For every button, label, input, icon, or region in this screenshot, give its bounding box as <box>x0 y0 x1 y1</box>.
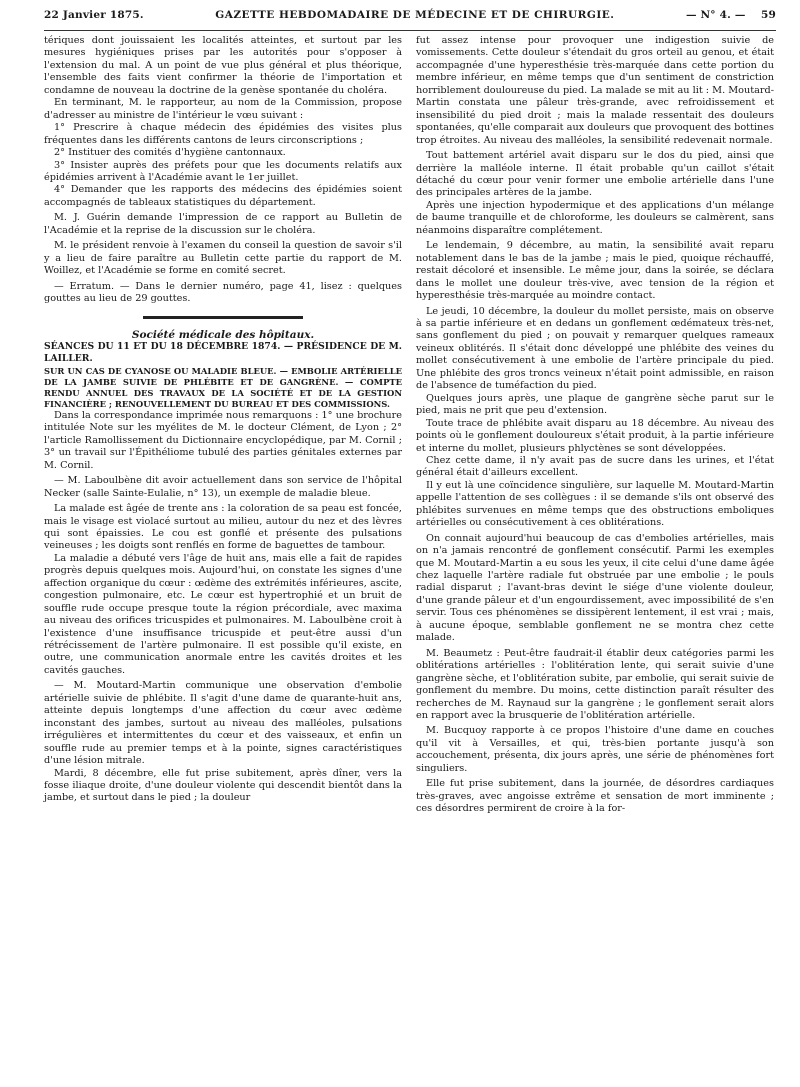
header-date: 22 Janvier 1875. <box>44 9 144 21</box>
paragraph: Toute trace de phlébite avait disparu au 18 décembre. Au niveau des points où le gonflement douloureux s'était produit, à la partie inférieure et interne du mollet, plusieurs phlyctènes se sont développées. <box>416 417 774 454</box>
paragraph: Mardi, 8 décembre, elle fut prise subitement, après dîner, vers la fosse iliaque droite, d'une douleur violente qui descendit bientôt dans la jambe, et surtout dans le pied ; la douleur <box>44 767 402 804</box>
paragraph: 1° Prescrire à chaque médecin des épidémies des visites plus fréquentes dans les différents cantons de leurs circonscriptions ; <box>44 122 402 146</box>
text-columns <box>44 35 776 816</box>
page-header <box>44 0 776 31</box>
paragraph: — M. Moutard-Martin communique une observation d'embolie artérielle suivie de phlébite. Il s'agit d'une dame de quarante-huit ans, atteinte depuis longtemps d'une affection du cœur avec œdème inconstant des jambes, surtout au niveau des malléoles, pulsations irrégulières et intermittentes du cœur et des vaisseaux, et enfin un souffle rude au premier temps et à la pointe, signes caractéristiques d'une lésion mitrale. <box>44 680 402 767</box>
issue-number: — N° 4. — <box>685 9 746 21</box>
paragraph: La malade est âgée de trente ans : la coloration de sa peau est foncée, mais le visage est violacé surtout au milieu, autour du nez et des lèvres qui sont épaissies. Le cou est gonflé et présente des pulsations veineuses ; les doigts sont renflés en forme de baguettes de tambour. <box>44 503 402 552</box>
paragraph: La maladie a débuté vers l'âge de huit ans, mais elle a fait de rapides progrès depuis quelques mois. Aujourd'hui, on constate les signes d'une affection organique du cœur : œdème des extrémités inférieures, ascite, congestion pulmonaire, etc. Le cœur est hypertrophié et un bruit de souffle rude occupe presque toute la région précordiale, avec maxima au niveau des orifices tricuspides et pulmonaires. M. Laboulbène croit à l'existence d'une insuffisance tricuspide et peut-être aussi d'un rétrécissement de l'artère pulmonaire. Il est possible qu'il existe, en outre, une communication anormale entre les cavités droites et les cavités gauches. <box>44 552 402 676</box>
paragraph: 3° Insister auprès des préfets pour que les documents relatifs aux épidémies arrivent à l'Académie avant le 1er juillet. <box>44 159 402 183</box>
paragraph: Tout battement artériel avait disparu sur le dos du pied, ainsi que derrière la malléole interne. Il était probable qu'un caillot s'était détaché du cœur pour venir former une embolie artérielle dans l'une des principales artères de la jambe. <box>416 150 774 199</box>
paragraph: — M. Laboulbène dit avoir actuellement dans son service de l'hôpital Necker (salle Sainte-Eulalie, n° 13), un exemple de maladie bleue. <box>44 475 402 499</box>
paragraph: M. J. Guérin demande l'impression de ce rapport au Bulletin de l'Académie et la reprise de la discussion sur le choléra. <box>44 212 402 236</box>
paragraph: M. Bucquoy rapporte à ce propos l'histoire d'une dame en couches qu'il vit à Versailles, et qui, très-bien portante jusqu'à son accouchement, présenta, dix jours après, une série de phénomènes fort singuliers. <box>416 725 774 774</box>
page-number: 59 <box>760 9 776 21</box>
paragraph: 2° Instituer des comités d'hygiène cantonnaux. <box>54 147 286 159</box>
paragraph: Elle fut prise subitement, dans la journée, de désordres cardiaques très-graves, avec angoisse extrême et sensation de mort imminente ; ces désordres permirent de croire à la for- <box>416 778 774 815</box>
paragraph: Chez cette dame, il n'y avait pas de sucre dans les urines, et l'état général était d'ailleurs excellent. <box>416 454 774 479</box>
paragraph: En terminant, M. le rapporteur, au nom de la Commission, propose d'adresser au ministre de l'intérieur le vœu suivant : <box>44 97 402 121</box>
session-dates: SÉANCES DU 11 ET DU 18 DÉCEMBRE 1874. — PRÉSIDENCE DE M. LAILLER. <box>44 340 402 365</box>
section-title: Société médicale des hôpitaux. <box>131 328 315 341</box>
paragraph: Après une injection hypodermique et des applications d'un mélange de baume tranquille et de chloroforme, les douleurs se calmèrent, sans néanmoins disparaître complétement. <box>416 199 774 236</box>
paragraph: fut assez intense pour provoquer une indigestion suivie de vomissements. Cette douleur s'étendait du gros orteil au genou, et était accompagnée d'une hyperesthésie très-marquée dans cette portion du membre inférieur, en même temps que d'un sentiment de constriction horriblement douloureuse du pied. La malade se mit au lit : M. Moutard-Martin constata une pâleur très-grande, avec refroidissement et insensibilité du pied droit ; mais la malade ressentait des douleurs spontanées, qu'elle comparait aux douleurs que provoquent des bottines trop étroites. Au niveau des malléoles, la sensibilité redevenait normale. <box>416 35 774 146</box>
paragraph: Le jeudi, 10 décembre, la douleur du mollet persiste, mais on observe à sa partie inférieure et en dedans un gonflement œdémateux très-net, sans gonflement du pied ; on pouvait y remarquer quelques rameaux veineux oblitérés. Il s'était donc développé une phlébite des veines du mollet consécutivement à une embolie de l'artère principale du pied. Une phlébite des gros troncs veineux n'était point admissible, en raison de l'absence de tuméfaction du pied. <box>416 305 774 392</box>
paragraph: Le lendemain, 9 décembre, au matin, la sensibilité avait reparu notablement dans le bas de la jambe ; mais le pied, quoique réchauffé, restait décoloré et insensible. Le même jour, dans la soirée, se déclara dans le mollet une douleur très-vive, avec tension de la région et hyperesthésie très-marquée au moindre contact. <box>416 240 774 302</box>
paragraph: 4° Demander que les rapports des médecins des épidémies soient accompagnés de tableaux statistiques du département. <box>44 184 402 208</box>
paragraph: M. le président renvoie à l'examen du conseil la question de savoir s'il y a lieu de faire paraître au Bulletin cette partie du rapport de M. Woillez, et l'Académie se forme en comité secret. <box>44 240 402 277</box>
paragraph: On connait aujourd'hui beaucoup de cas d'embolies artérielles, mais on n'a jamais rencontré de gonflement consécutif. Parmi les exemples que M. Moutard-Martin a eu sous les yeux, il cite celui d'une dame âgée chez laquelle l'artère radiale fut obstruée par une embolie ; le pouls radial disparut ; l'avant-bras devint le siége d'une violente douleur, d'une grande pâleur et d'un engourdissement, avec impossibilité de s'en servir. Tous ces phénomènes se dissipèrent lentement, il est vrai ; mais, à aucune époque, semblable gonflement ne se montra chez cette malade. <box>416 532 774 644</box>
left-column <box>44 35 402 816</box>
section-divider <box>143 316 303 319</box>
paragraph: M. Beaumetz : Peut-être faudrait-il établir deux catégories parmi les oblitérations artérielles : l'oblitération lente, qui serait suivie d'une gangrène sèche, et l'oblitération subite, par embolie, qui serait suivie de gonflement du membre. Du moins, cette distinction paraît résulter des recherches de M. Raynaud sur la gangrène ; le gonflement serait alors en rapport avec la brusquerie de l'oblitération artérielle. <box>416 647 774 722</box>
header-right <box>686 0 776 30</box>
erratum: — Erratum. — Dans le dernier numéro, page 41, lisez : quelques gouttes au lieu de 29 gouttes. <box>44 280 402 305</box>
section-summary: SUR UN CAS DE CYANOSE OU MALADIE BLEUE. — EMBOLIE ARTÉRIELLE DE LA JAMBE SUIVIE DE PHLÉBITE ET DE GANGRÈNE. — COMPTE RENDU ANNUEL DES TRAVAUX DE LA SOCIÉTÉ ET DE LA GESTION FINANCIÈRE ; RENOUVELLEMENT DU BUREAU ET DES COMMISSIONS. <box>44 365 402 409</box>
right-column <box>416 35 774 816</box>
header-title: GAZETTE HEBDOMADAIRE DE MÉDECINE ET DE CHIRURGIE. <box>215 9 615 21</box>
paragraph: tériques dont jouissaient les localités atteintes, et surtout par les mesures hygiéniques prises par les autorités pour s'opposer à l'extension du mal. A un point de vue plus général et plus théorique, l'ensemble des faits vient confirmer la théorie de l'importation et condamne de nouveau la doctrine de la genèse spontanée du choléra. <box>44 35 402 96</box>
paragraph: Dans la correspondance imprimée nous remarquons : 1° une brochure intitulée Note sur les myélites de M. le docteur Clément, de Lyon ; 2° l'article Ramollissement du Dictionnaire encyclopédique, par M. Cornil ; 3° un travail sur l'Épithéliome tubulé des parties génitales externes par M. Cornil. <box>44 409 402 471</box>
paragraph: Il y eut là une coïncidence singulière, sur laquelle M. Moutard-Martin appelle l'attention de ses collègues : il se demande s'ils ont observé des phlébites survenues en même temps que des obstructions emboliques artérielles ou consécutivement à ces oblitérations. <box>416 479 774 529</box>
paragraph: Quelques jours après, une plaque de gangrène sèche parut sur le pied, mais ne prit que peu d'extension. <box>416 392 774 417</box>
